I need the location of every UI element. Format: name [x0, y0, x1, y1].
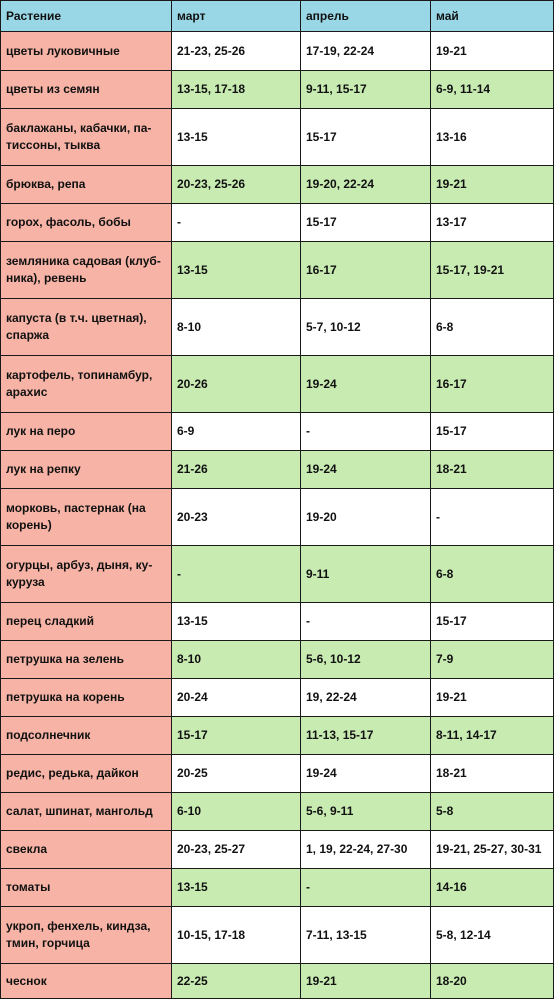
april-cell: 19-24	[301, 451, 431, 489]
plant-cell: подсолнечник	[1, 717, 172, 755]
plant-cell: укроп, фенхель, киндза, тмин, горчица	[1, 907, 172, 964]
april-cell: 19-24	[301, 356, 431, 413]
header-april: апрель	[301, 1, 431, 32]
plant-cell: горох, фасоль, бобы	[1, 204, 172, 242]
plant-cell: цветы луковичные	[1, 32, 172, 71]
may-cell: 8-11, 14-17	[431, 717, 554, 755]
table-row	[1, 831, 554, 869]
table-row	[1, 32, 554, 71]
may-cell: 19-21	[431, 166, 554, 204]
may-cell: 19-21, 25-27, 30-31	[431, 831, 554, 869]
march-cell: 20-26	[172, 356, 301, 413]
march-cell: 10-15, 17-18	[172, 907, 301, 964]
april-cell: 5-7, 10-12	[301, 299, 431, 356]
plant-cell: свекла	[1, 831, 172, 869]
march-cell: 6-9	[172, 413, 301, 451]
march-cell: -	[172, 204, 301, 242]
march-cell: 13-15	[172, 242, 301, 299]
april-cell: 19-20	[301, 489, 431, 546]
table-row	[1, 717, 554, 755]
may-cell: 13-16	[431, 109, 554, 166]
table-row	[1, 869, 554, 907]
table-row	[1, 907, 554, 964]
march-cell: 20-24	[172, 679, 301, 717]
april-cell: 5-6, 10-12	[301, 641, 431, 679]
march-cell: 6-10	[172, 793, 301, 831]
plant-cell: петрушка на корень	[1, 679, 172, 717]
april-cell: 9-11, 15-17	[301, 71, 431, 109]
plant-cell: чеснок	[1, 964, 172, 999]
table-row	[1, 603, 554, 641]
march-cell: 13-15	[172, 603, 301, 641]
header-plant: Растение	[1, 1, 172, 32]
may-cell: 6-8	[431, 299, 554, 356]
table-row	[1, 546, 554, 603]
april-cell: -	[301, 869, 431, 907]
april-cell: 19-24	[301, 755, 431, 793]
april-cell: -	[301, 603, 431, 641]
may-cell: 18-21	[431, 451, 554, 489]
plant-cell: томаты	[1, 869, 172, 907]
table-row	[1, 71, 554, 109]
plant-cell: картофель, топинамбур, арахис	[1, 356, 172, 413]
april-cell: 16-17	[301, 242, 431, 299]
plant-cell: огурцы, арбуз, дыня, ку-куруза	[1, 546, 172, 603]
table-row	[1, 755, 554, 793]
plant-cell: салат, шпинат, мангольд	[1, 793, 172, 831]
plant-cell: перец сладкий	[1, 603, 172, 641]
april-cell: 1, 19, 22-24, 27-30	[301, 831, 431, 869]
april-cell: 19-21	[301, 964, 431, 999]
may-cell: 13-17	[431, 204, 554, 242]
april-cell: 17-19, 22-24	[301, 32, 431, 71]
table-row	[1, 166, 554, 204]
may-cell: 16-17	[431, 356, 554, 413]
may-cell: 18-21	[431, 755, 554, 793]
may-cell: 5-8, 12-14	[431, 907, 554, 964]
table-row	[1, 299, 554, 356]
plant-cell: цветы из семян	[1, 71, 172, 109]
plant-cell: капуста (в т.ч. цветная), спаржа	[1, 299, 172, 356]
table-row	[1, 679, 554, 717]
table-row	[1, 356, 554, 413]
may-cell: 7-9	[431, 641, 554, 679]
march-cell: 13-15, 17-18	[172, 71, 301, 109]
table-row	[1, 109, 554, 166]
table-row	[1, 204, 554, 242]
march-cell: 8-10	[172, 299, 301, 356]
plant-cell: лук на репку	[1, 451, 172, 489]
may-cell: 19-21	[431, 32, 554, 71]
plant-cell: брюква, репа	[1, 166, 172, 204]
april-cell: 15-17	[301, 109, 431, 166]
header-march: март	[172, 1, 301, 32]
april-cell: 19-20, 22-24	[301, 166, 431, 204]
plant-cell: редис, редька, дайкон	[1, 755, 172, 793]
may-cell: 18-20	[431, 964, 554, 999]
march-cell: 13-15	[172, 869, 301, 907]
april-cell: 19, 22-24	[301, 679, 431, 717]
table-row	[1, 793, 554, 831]
header-may: май	[431, 1, 554, 32]
march-cell: -	[172, 546, 301, 603]
may-cell: 19-21	[431, 679, 554, 717]
march-cell: 21-23, 25-26	[172, 32, 301, 71]
april-cell: 9-11	[301, 546, 431, 603]
april-cell: -	[301, 413, 431, 451]
plant-cell: петрушка на зелень	[1, 641, 172, 679]
plant-cell: лук на перо	[1, 413, 172, 451]
may-cell: 14-16	[431, 869, 554, 907]
header-row	[1, 1, 554, 32]
table-row	[1, 413, 554, 451]
march-cell: 13-15	[172, 109, 301, 166]
plant-cell: земляника садовая (клуб-ника), ревень	[1, 242, 172, 299]
may-cell: 5-8	[431, 793, 554, 831]
april-cell: 11-13, 15-17	[301, 717, 431, 755]
march-cell: 15-17	[172, 717, 301, 755]
table-row	[1, 641, 554, 679]
march-cell: 20-23, 25-27	[172, 831, 301, 869]
march-cell: 20-23	[172, 489, 301, 546]
may-cell: 15-17	[431, 413, 554, 451]
march-cell: 21-26	[172, 451, 301, 489]
april-cell: 15-17	[301, 204, 431, 242]
may-cell: 15-17	[431, 603, 554, 641]
march-cell: 8-10	[172, 641, 301, 679]
table-row	[1, 242, 554, 299]
april-cell: 7-11, 13-15	[301, 907, 431, 964]
table-row	[1, 489, 554, 546]
plant-cell: баклажаны, кабачки, па-тиссоны, тыква	[1, 109, 172, 166]
march-cell: 22-25	[172, 964, 301, 999]
plant-cell: морковь, пастернак (на корень)	[1, 489, 172, 546]
table-row	[1, 451, 554, 489]
may-cell: 6-9, 11-14	[431, 71, 554, 109]
march-cell: 20-25	[172, 755, 301, 793]
table-row	[1, 964, 554, 999]
may-cell: -	[431, 489, 554, 546]
march-cell: 20-23, 25-26	[172, 166, 301, 204]
may-cell: 15-17, 19-21	[431, 242, 554, 299]
may-cell: 6-8	[431, 546, 554, 603]
april-cell: 5-6, 9-11	[301, 793, 431, 831]
